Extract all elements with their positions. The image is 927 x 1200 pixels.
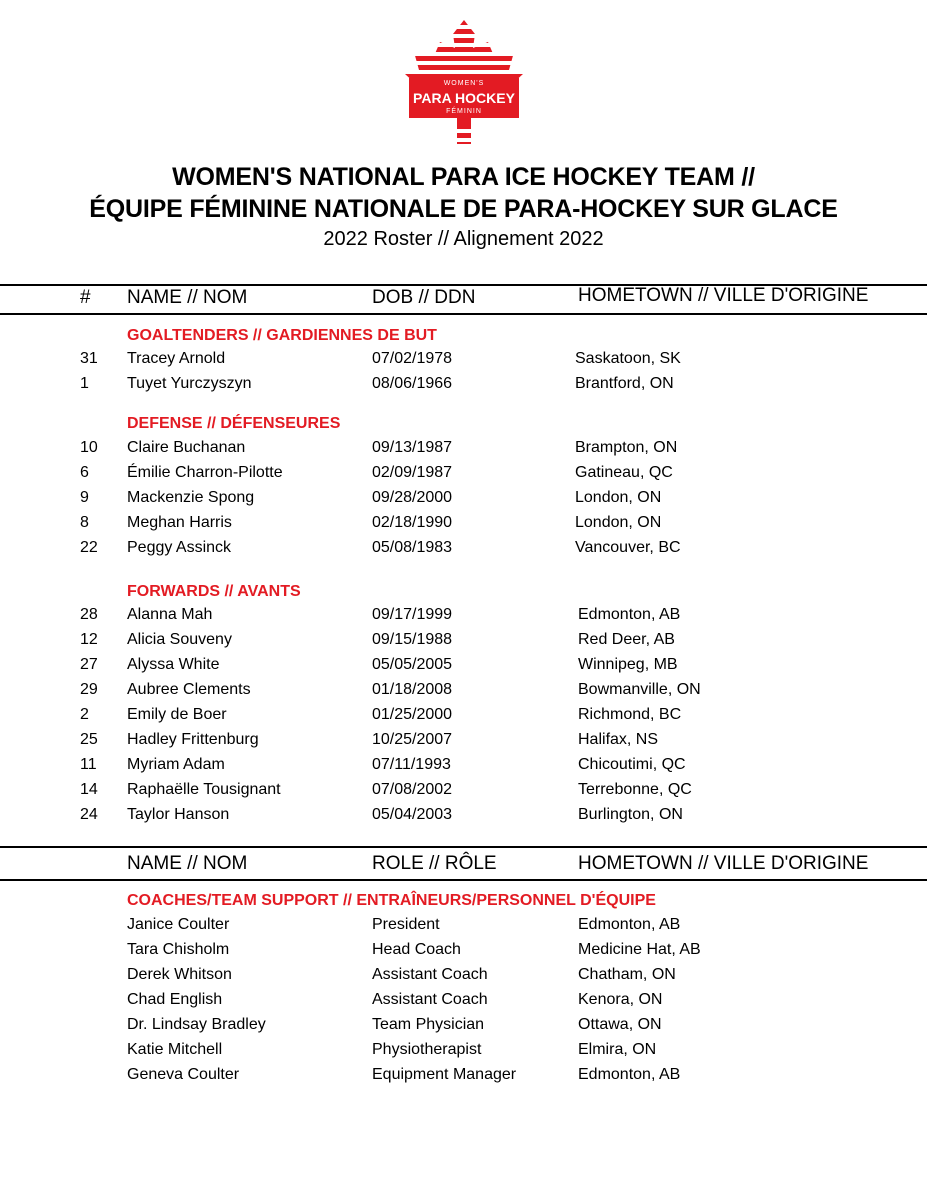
staff-role: Equipment Manager <box>372 1066 517 1083</box>
player-hometown: Chicoutimi, QC <box>578 756 686 773</box>
staff-hometown: Edmonton, AB <box>578 1066 681 1083</box>
section-title-goaltenders: GOALTENDERS // GARDIENNES DE BUT <box>127 327 437 344</box>
col-header-dob: DOB // DDN <box>372 287 476 308</box>
player-number: 29 <box>80 681 98 698</box>
player-hometown: Richmond, BC <box>578 706 682 723</box>
player-number: 6 <box>80 464 89 481</box>
player-name: Aubree Clements <box>127 681 251 698</box>
player-name: Peggy Assinck <box>127 539 232 556</box>
staff-hometown: Medicine Hat, AB <box>578 941 701 958</box>
player-name: Claire Buchanan <box>127 439 246 456</box>
player-hometown: Terrebonne, QC <box>578 781 692 798</box>
staff-hometown: Ottawa, ON <box>578 1016 662 1033</box>
player-hometown: Edmonton, AB <box>578 606 681 623</box>
col-header-number: # <box>80 287 91 308</box>
staff-name: Janice Coulter <box>127 916 230 933</box>
player-name: Alanna Mah <box>127 606 213 623</box>
staff-hometown: Elmira, ON <box>578 1041 657 1058</box>
staff-hometown: Chatham, ON <box>578 966 676 983</box>
section-title-forwards: FORWARDS // AVANTS <box>127 583 301 600</box>
logo-text-feminin: FÉMININ <box>446 108 482 115</box>
player-dob: 01/18/2008 <box>372 681 453 698</box>
col-header-name: NAME // NOM <box>127 287 248 308</box>
player-number: 22 <box>80 539 98 556</box>
player-number: 25 <box>80 731 98 748</box>
page-title-french: ÉQUIPE FÉMININE NATIONALE DE PARA-HOCKEY SUR GLACE <box>89 195 838 223</box>
player-dob: 05/05/2005 <box>372 656 453 673</box>
player-name: Taylor Hanson <box>127 806 230 823</box>
player-name: Mackenzie Spong <box>127 489 255 506</box>
player-number: 14 <box>80 781 98 798</box>
section-title-defense: DEFENSE // DÉFENSEURES <box>127 415 341 432</box>
player-number: 12 <box>80 631 98 648</box>
section-title-staff: COACHES/TEAM SUPPORT // ENTRAÎNEURS/PERSONNEL D'ÉQUIPE <box>127 892 656 909</box>
player-name: Myriam Adam <box>127 756 225 773</box>
player-hometown: Burlington, ON <box>578 806 683 823</box>
player-dob: 09/28/2000 <box>372 489 453 506</box>
player-hometown: Saskatoon, SK <box>575 350 681 367</box>
player-hometown: Brantford, ON <box>575 375 674 392</box>
player-name: Tuyet Yurczyszyn <box>127 375 252 392</box>
staff-role: Head Coach <box>372 941 461 958</box>
player-hometown: Bowmanville, ON <box>578 681 701 698</box>
player-number: 24 <box>80 806 98 823</box>
staff-role: Team Physician <box>372 1016 485 1033</box>
player-name: Raphaëlle Tousignant <box>127 781 281 798</box>
staff-name: Geneva Coulter <box>127 1066 240 1083</box>
para-hockey-logo <box>397 20 531 144</box>
staff-col-header-hometown: HOMETOWN // VILLE D'ORIGINE <box>578 853 869 874</box>
player-name: Meghan Harris <box>127 514 232 531</box>
player-number: 2 <box>80 706 89 723</box>
player-dob: 05/08/1983 <box>372 539 453 556</box>
staff-role: Assistant Coach <box>372 966 488 983</box>
header-rule-bottom <box>0 313 927 315</box>
staff-name: Tara Chisholm <box>127 941 230 958</box>
player-number: 1 <box>80 375 89 392</box>
staff-name: Derek Whitson <box>127 966 232 983</box>
staff-role: Assistant Coach <box>372 991 488 1008</box>
page-title-english: WOMEN'S NATIONAL PARA ICE HOCKEY TEAM // <box>172 163 755 191</box>
player-dob: 09/17/1999 <box>372 606 453 623</box>
player-name: Émilie Charron-Pilotte <box>127 464 283 481</box>
player-hometown: Winnipeg, MB <box>578 656 678 673</box>
col-header-hometown: HOMETOWN // VILLE D'ORIGINE <box>578 285 869 306</box>
player-dob: 02/18/1990 <box>372 514 453 531</box>
staff-header-rule-top <box>0 846 927 848</box>
player-number: 11 <box>80 756 97 773</box>
staff-header-rule-bottom <box>0 879 927 881</box>
player-name: Alicia Souveny <box>127 631 232 648</box>
player-dob: 09/13/1987 <box>372 439 453 456</box>
player-hometown: Brampton, ON <box>575 439 678 456</box>
player-hometown: Halifax, NS <box>578 731 659 748</box>
staff-hometown: Edmonton, AB <box>578 916 681 933</box>
player-hometown: Vancouver, BC <box>575 539 681 556</box>
player-dob: 10/25/2007 <box>372 731 453 748</box>
staff-name: Chad English <box>127 991 223 1008</box>
player-hometown: London, ON <box>575 514 662 531</box>
logo-text-para-hockey: PARA HOCKEY <box>413 90 515 106</box>
player-number: 9 <box>80 489 89 506</box>
player-dob: 01/25/2000 <box>372 706 453 723</box>
staff-col-header-name: NAME // NOM <box>127 853 248 874</box>
staff-name: Dr. Lindsay Bradley <box>127 1016 266 1033</box>
player-hometown: Red Deer, AB <box>578 631 675 648</box>
player-hometown: London, ON <box>575 489 662 506</box>
staff-role: Physiotherapist <box>372 1041 482 1058</box>
player-name: Emily de Boer <box>127 706 227 723</box>
player-number: 28 <box>80 606 98 623</box>
staff-col-header-role: ROLE // RÔLE <box>372 853 497 874</box>
player-dob: 07/08/2002 <box>372 781 453 798</box>
player-name: Alyssa White <box>127 656 220 673</box>
player-hometown: Gatineau, QC <box>575 464 673 481</box>
staff-hometown: Kenora, ON <box>578 991 663 1008</box>
player-number: 8 <box>80 514 89 531</box>
player-dob: 07/02/1978 <box>372 350 453 367</box>
player-dob: 05/04/2003 <box>372 806 453 823</box>
staff-name: Katie Mitchell <box>127 1041 223 1058</box>
player-number: 10 <box>80 439 98 456</box>
page-subtitle: 2022 Roster // Alignement 2022 <box>323 228 604 250</box>
player-dob: 02/09/1987 <box>372 464 453 481</box>
staff-role: President <box>372 916 440 933</box>
player-number: 31 <box>80 350 98 367</box>
logo-text-womens: WOMEN'S <box>443 80 485 87</box>
player-number: 27 <box>80 656 98 673</box>
player-name: Hadley Frittenburg <box>127 731 259 748</box>
player-dob: 07/11/1993 <box>372 756 451 773</box>
player-dob: 09/15/1988 <box>372 631 453 648</box>
player-name: Tracey Arnold <box>127 350 226 367</box>
player-dob: 08/06/1966 <box>372 375 453 392</box>
